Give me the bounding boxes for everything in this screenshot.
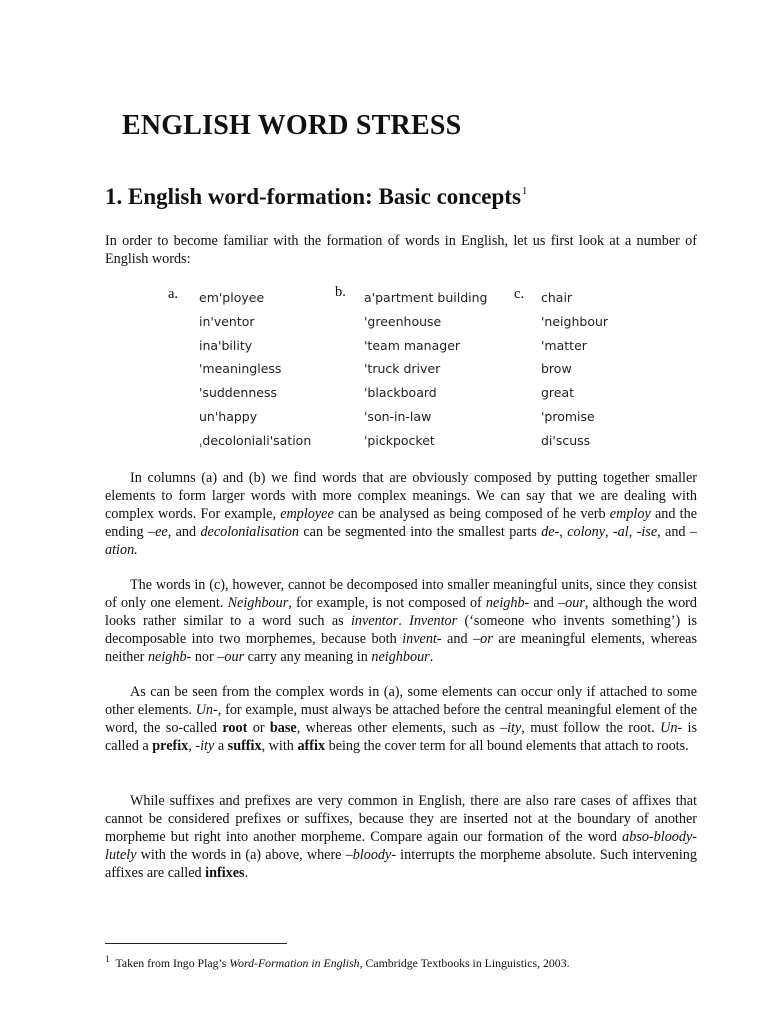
bold-term: base: [269, 720, 297, 736]
italic-term: employee: [280, 506, 334, 522]
column-a-list: [199, 286, 311, 453]
body-paragraph: [105, 683, 697, 755]
footnote-marker: 1: [105, 954, 110, 964]
text-run: can be analysed as being composed of he verb: [333, 506, 610, 522]
italic-term: Inventor: [409, 613, 458, 629]
italic-term: Word-Formation in English: [229, 956, 360, 970]
text-run: , Cambridge Textbooks in Linguistics, 2003.: [359, 956, 570, 970]
text-run: carry any meaning in: [244, 649, 372, 665]
example-word: un'happy: [199, 408, 258, 424]
italic-term: –bloody-: [345, 847, 397, 863]
italic-term: -ity: [195, 738, 215, 754]
section-heading: [105, 184, 527, 210]
italic-term: -ise: [636, 524, 658, 540]
example-word: chair: [541, 290, 573, 305]
footnote: [105, 954, 570, 971]
column-a-letter: a.: [168, 286, 179, 302]
example-word: 'blackboard: [364, 385, 437, 401]
text-run: is called a: [105, 720, 697, 754]
footnote-divider: [105, 943, 287, 944]
italic-term: neighb-: [485, 595, 530, 611]
column-c-list: [541, 286, 608, 453]
example-word: great: [541, 385, 575, 401]
text-run: .: [244, 865, 249, 881]
text-run: , for example, must always be attached before the central meaningful element of the word, the so-called: [105, 702, 698, 736]
column-b-letter: b.: [335, 284, 346, 300]
italic-term: de-: [541, 524, 560, 540]
example-word: 'son-in-law: [364, 408, 432, 424]
italic-term: –our: [217, 649, 245, 665]
text-run: and the ending: [105, 506, 698, 540]
italic-term: invent-: [402, 631, 442, 647]
text-run: , although the word looks rather similar to a word such as: [105, 595, 697, 629]
text-run: nor: [191, 649, 218, 665]
text-run: can be segmented into the smallest parts: [298, 524, 542, 540]
body-paragraph: [105, 469, 697, 559]
text-run: , and: [167, 524, 201, 540]
text-run: As can be seen from the complex words in (a), some elements can occur only if attached to some other elements.: [105, 684, 697, 718]
example-word: 'greenhouse: [364, 313, 442, 329]
text-run: ,: [188, 738, 196, 754]
italic-term: –ation.: [105, 524, 697, 558]
column-b-list: [364, 286, 487, 453]
bold-term: prefix: [152, 738, 189, 754]
text-run: , for example, is not composed of: [288, 595, 486, 611]
italic-term: Un-: [195, 702, 218, 718]
example-word: 'pickpocket: [364, 432, 435, 448]
italic-term: al: [617, 524, 629, 540]
text-run: being the cover term for all bound elements that attach to roots.: [325, 738, 689, 754]
example-word: in'ventor: [199, 313, 255, 329]
italic-term: –or: [473, 631, 493, 647]
example-word: 'meaningless: [199, 361, 282, 377]
bold-term: root: [222, 720, 248, 736]
italic-term: neighbour: [371, 649, 430, 665]
text-run: a: [214, 738, 228, 754]
text-run: .: [398, 613, 410, 629]
text-run: Taken from Ingo Plag’s: [115, 956, 230, 970]
text-run: with the words in (a) above, where: [136, 847, 346, 863]
example-word: 'truck driver: [364, 361, 441, 377]
text-run: or: [247, 720, 270, 736]
example-word: 'matter: [541, 337, 587, 353]
example-word-columns: [0, 286, 768, 456]
italic-term: Un-: [660, 720, 683, 736]
example-word: di'scuss: [541, 432, 591, 448]
text-run: While suffixes and prefixes are very common in English, there are also rare cases of affixes that cannot be considered prefixes or suffixes, because they are inserted not at the boundary of another morpheme but right into another morpheme. Compare again our formation of the word: [105, 793, 697, 845]
italic-term: –our: [558, 595, 585, 611]
text-run: interrupts the morpheme absolute. Such intervening affixes are called: [105, 847, 697, 881]
example-word: a'partment building: [364, 290, 488, 305]
text-run: are meaningful elements, whereas neither: [105, 631, 697, 665]
text-run: , whereas other elements, such as: [296, 720, 500, 736]
column-c-letter: c.: [514, 286, 525, 302]
italic-term: –ity: [499, 720, 522, 736]
text-run: and: [529, 595, 559, 611]
italic-term: neighb-: [147, 649, 192, 665]
text-run: In columns (a) and (b) we find words that are obviously composed by putting together smaller elements to form larger words with more complex meanings. We can say that we are dealing with complex words. For example,: [105, 470, 697, 522]
text-run: ,: [628, 524, 637, 540]
italic-term: Neighbour: [227, 595, 289, 611]
italic-term: –ee: [147, 524, 168, 540]
text-run: , must follow the root.: [521, 720, 661, 736]
footnote-text: [116, 956, 570, 970]
bold-term: infixes: [205, 865, 245, 881]
example-word: em'ployee: [199, 290, 265, 305]
italic-term: decolonialisation: [200, 524, 299, 540]
text-run: , and: [657, 524, 690, 540]
example-word: brow: [541, 361, 572, 377]
example-word: 'team manager: [364, 337, 461, 353]
bold-term: suffix: [227, 738, 262, 754]
page-title: ENGLISH WORD STRESS: [122, 110, 462, 141]
example-word: ˌdecoloniali'sation: [199, 432, 312, 448]
text-run: (‘someone who invents something’) is decomposable into two morphemes, because both: [105, 613, 698, 647]
footnote-reference: 1: [521, 185, 528, 197]
text-run: and: [441, 631, 474, 647]
example-word: ina'bility: [199, 337, 253, 353]
body-paragraph: [105, 792, 697, 882]
body-paragraph: [105, 576, 697, 666]
intro-paragraph: In order to become familiar with the formation of words in English, let us first look at a number of English words:: [105, 233, 697, 267]
text-run: .: [429, 649, 434, 665]
italic-term: colony: [567, 524, 606, 540]
section-heading-text: 1. English word-formation: Basic concepts: [105, 184, 521, 209]
example-word: 'promise: [541, 408, 595, 424]
italic-term: inventor: [350, 613, 399, 629]
italic-term: abso-bloody-lutely: [105, 829, 697, 863]
text-run: , -: [605, 524, 618, 540]
example-word: 'suddenness: [199, 385, 277, 401]
italic-term: employ: [609, 506, 651, 522]
text-run: , with: [261, 738, 298, 754]
text-run: The words in (c), however, cannot be decomposed into smaller meaningful units, since they consist of only one element.: [105, 577, 697, 611]
bold-term: affix: [297, 738, 326, 754]
text-run: ,: [559, 524, 568, 540]
example-word: 'neighbour: [541, 313, 609, 329]
